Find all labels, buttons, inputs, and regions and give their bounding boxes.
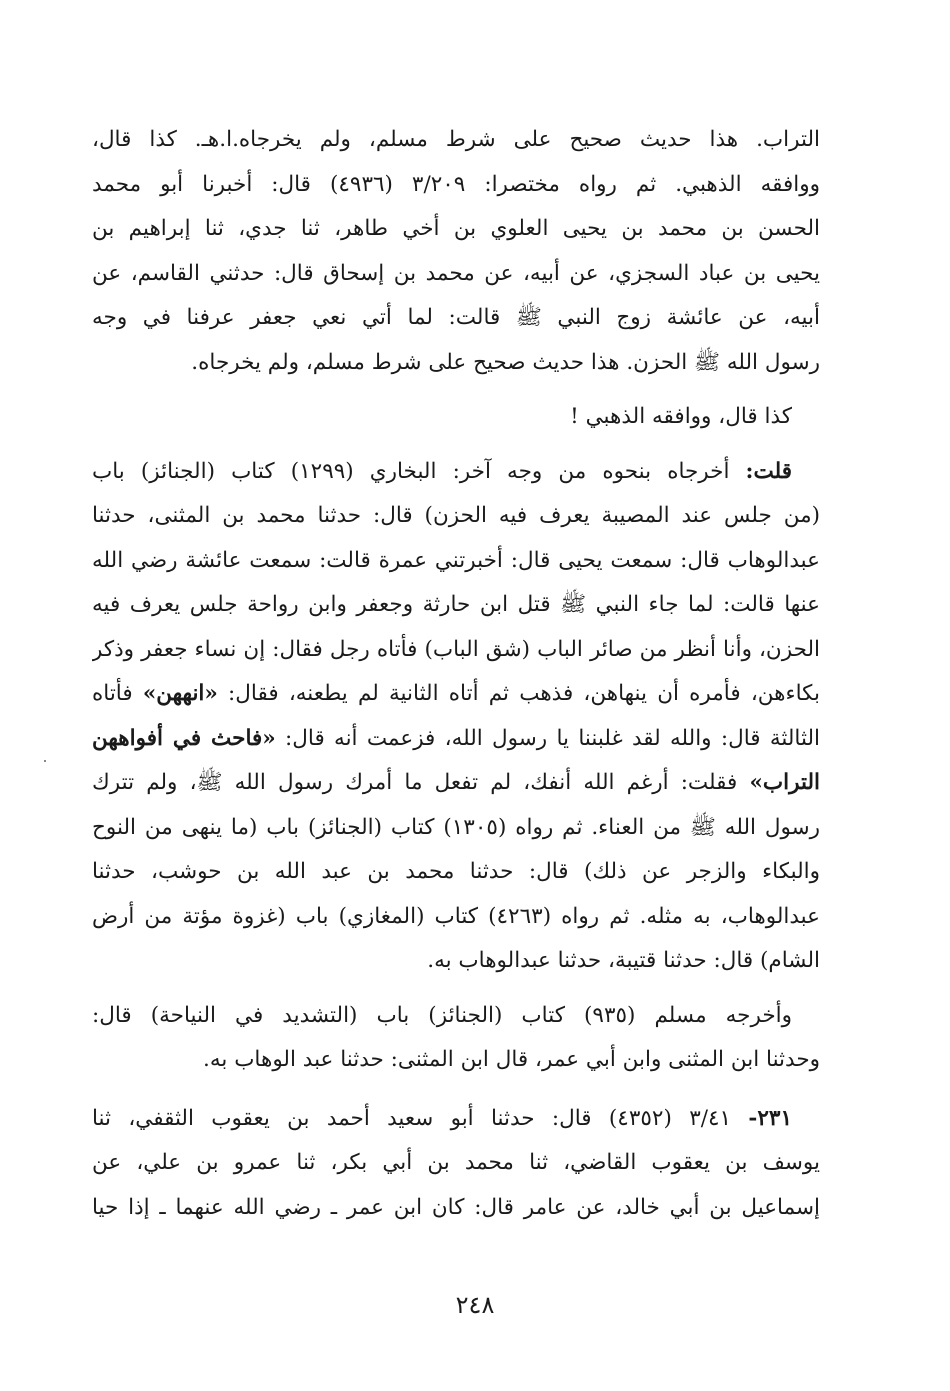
paragraph-1 (92, 118, 820, 385)
text-line: ووافقه الذهبي. ثم رواه مختصرا: ٣/٢٠٩ (٤٩٣٦) قال: أخبرنا أبو محمد (92, 171, 820, 197)
text-line: رسول الله ﷺ الحزن. هذا حديث صحيح على شرط مسلم، ولم يخرجاه. (191, 349, 820, 375)
text-line: التراب. هذا حديث صحيح على شرط مسلم، ولم يخرجاه.ا.هـ. كذا قال، (92, 127, 820, 152)
paragraph-4 (92, 994, 820, 1083)
paragraph-2 (92, 395, 820, 440)
page-number: ٢٤٨ (455, 1291, 495, 1319)
paragraph-3 (92, 450, 820, 984)
text-segment: فقلت: أرغم الله أنفك، لم تفعل ما أمرك رسول الله ﷺ، ولم تترك (92, 770, 750, 795)
text-segment: أخرجاه بنحوه من وجه آخر: البخاري (١٢٩٩) كتاب (الجنائز) باب (92, 458, 746, 484)
text-line: عبدالوهاب، به مثله. ثم رواه (٤٢٦٣) كتاب (المغازي) باب (غزوة مؤتة من أرض (92, 903, 820, 929)
text-line (92, 717, 820, 762)
text-line: وأخرجه مسلم (٩٣٥) كتاب (الجنائز) باب (التشديد في النياحة) قال: (92, 1002, 792, 1028)
text-line: الشام) قال: حدثنا قتيبة، حدثنا عبدالوهاب به. (427, 948, 820, 973)
text-line: يوسف بن يعقوب القاضي، ثنا محمد بن أبي بكر، ثنا عمرو بن علي، عن (92, 1150, 820, 1175)
bold-quote: «فاحث في أفواههن (92, 725, 276, 751)
bold-quote: «انههن» (142, 681, 218, 706)
text-line (92, 672, 820, 717)
text-segment: فأتاه (92, 681, 143, 706)
text-line: أبيه، عن عائشة زوج النبي ﷺ قالت: لما أتي نعي جعفر عرفنا في وجه (92, 305, 820, 330)
text-line: الحسن بن محمد بن يحيى العلوي بن أخي طاهر، ثنا جدي، ثنا إبراهيم بن (92, 216, 820, 241)
text-line: الحزن، وأنا أنظر من صائر الباب (شق الباب) فأتاه رجل فقال: إن نساء جعفر وذكر (92, 636, 820, 662)
text-line: عبدالوهاب قال: سمعت يحيى قال: أخبرتني عمرة قالت: سمعت عائشة رضي الله (92, 547, 820, 573)
text-segment: ٣/٤١ (٤٣٥٢) قال: حدثنا أبو سعيد أحمد بن يعقوب الثقفي، ثنا (92, 1105, 749, 1131)
text-line (92, 450, 820, 495)
text-line: وحدثنا ابن المثنى وابن أبي عمر، قال ابن المثنى: حدثنا عبد الوهاب به. (203, 1047, 820, 1072)
text-line (92, 761, 820, 806)
qultu-label: قلت: (745, 458, 792, 484)
scan-speck (44, 760, 46, 762)
text-segment: الثالثة قال: والله لقد غلبننا يا رسول الله، فزعمت أنه قال: (275, 725, 820, 751)
text-segment: بكاءهن، فأمره أن ينهاهن، فذهب ثم أتاه الثانية لم يطعنه، فقال: (217, 681, 820, 706)
text-line: يحيى بن عباد السجزي، عن أبيه، عن محمد بن إسحاق قال: حدثني القاسم، عن (92, 260, 820, 286)
text-line: عنها قالت: لما جاء النبي ﷺ قتل ابن حارثة وجعفر وابن رواحة جلس يعرف فيه (92, 592, 820, 617)
paragraph-5 (92, 1097, 820, 1231)
text-line: والبكاء والزجر عن ذلك) قال: حدثنا محمد بن عبد الله بن حوشب، حدثنا (92, 859, 820, 884)
text-line: كذا قال، ووافقه الذهبي ! (570, 404, 792, 429)
text-line: رسول الله ﷺ من العناء. ثم رواه (١٣٠٥) كتاب (الجنائز) باب (ما ينهى من النوح (92, 814, 820, 840)
hadith-number: ٢٣١- (748, 1105, 792, 1131)
text-line: إسماعيل بن أبي خالد، عن عامر قال: كان ابن عمر ـ رضي الله عنهما ـ إذا حيا (92, 1194, 820, 1220)
text-line (92, 1097, 820, 1142)
page-body (92, 118, 820, 1230)
text-line: (من جلس عند المصيبة يعرف فيه الحزن) قال: حدثنا محمد بن المثنى، حدثنا (92, 503, 820, 528)
bold-quote: التراب» (749, 770, 820, 795)
